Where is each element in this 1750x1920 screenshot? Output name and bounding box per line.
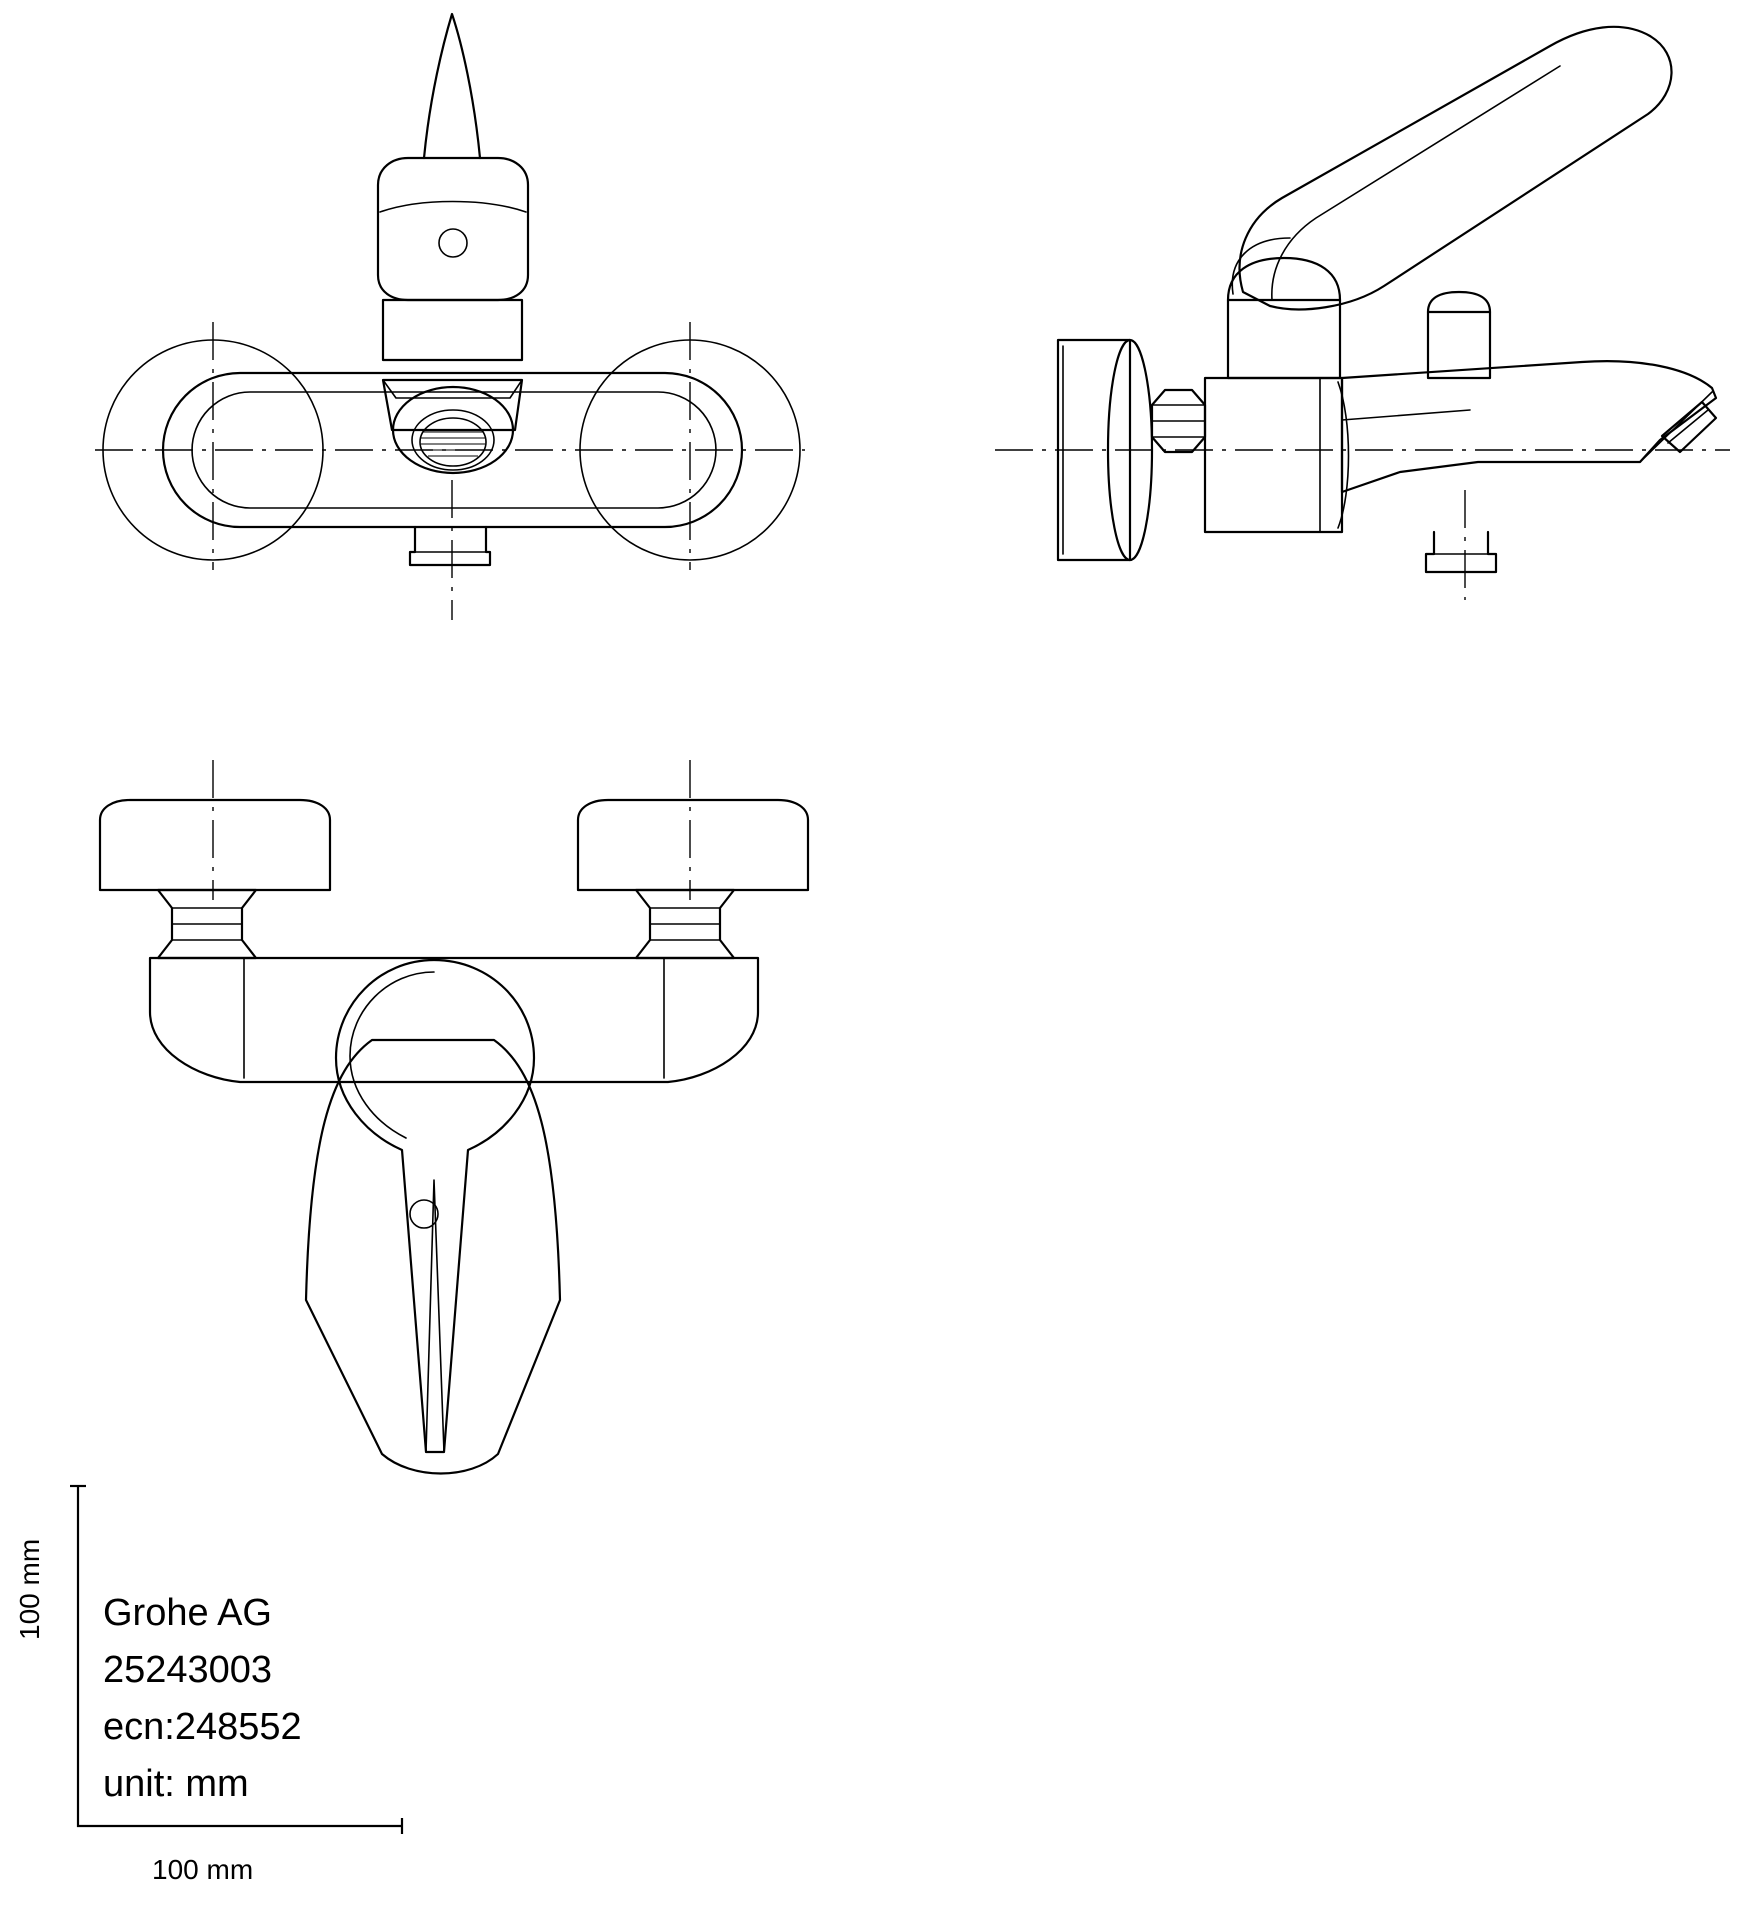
body-side-curve <box>1338 382 1349 528</box>
top-boss-cap <box>1428 292 1490 312</box>
handle-base-block <box>383 300 522 360</box>
outlet-boss-chamfer <box>383 380 522 398</box>
spout-front-outline <box>306 1040 560 1474</box>
body-front-outline <box>150 958 758 1082</box>
handle-screw-hole <box>439 229 467 257</box>
lever-stem-line <box>426 1180 444 1452</box>
lever-arm-top <box>424 14 480 158</box>
aerator-ring <box>412 410 494 470</box>
escutcheon-left-front <box>100 800 330 890</box>
shower-connector-top <box>410 527 490 565</box>
article-number-label: 25243003 <box>103 1649 273 1691</box>
spout-inner-line <box>1342 410 1470 420</box>
unit-label: unit: mm <box>103 1763 249 1805</box>
lever-loop-inner <box>350 972 434 1138</box>
view-top <box>95 14 805 620</box>
manufacturer-label: Grohe AG <box>103 1592 272 1634</box>
bottom-boss-side <box>1426 532 1496 572</box>
ecn-label: ecn:248552 <box>103 1706 302 1748</box>
view-side <box>995 27 1730 600</box>
aerator-mesh <box>420 418 486 466</box>
handle-cap-crease <box>380 202 526 213</box>
scale-bar-vertical-label: 100 mm <box>14 1538 45 1640</box>
aerator-hatching <box>421 432 485 456</box>
spout-side <box>1342 361 1716 492</box>
lever-handle-side <box>1240 27 1672 310</box>
cartridge-housing-side <box>1228 300 1340 378</box>
body-side-outline <box>1205 378 1342 532</box>
title-block <box>103 1585 302 1813</box>
view-front <box>100 760 808 1474</box>
scale-bar-horizontal-label: 100 mm <box>152 1854 254 1885</box>
escutcheon-right-front <box>578 800 808 890</box>
